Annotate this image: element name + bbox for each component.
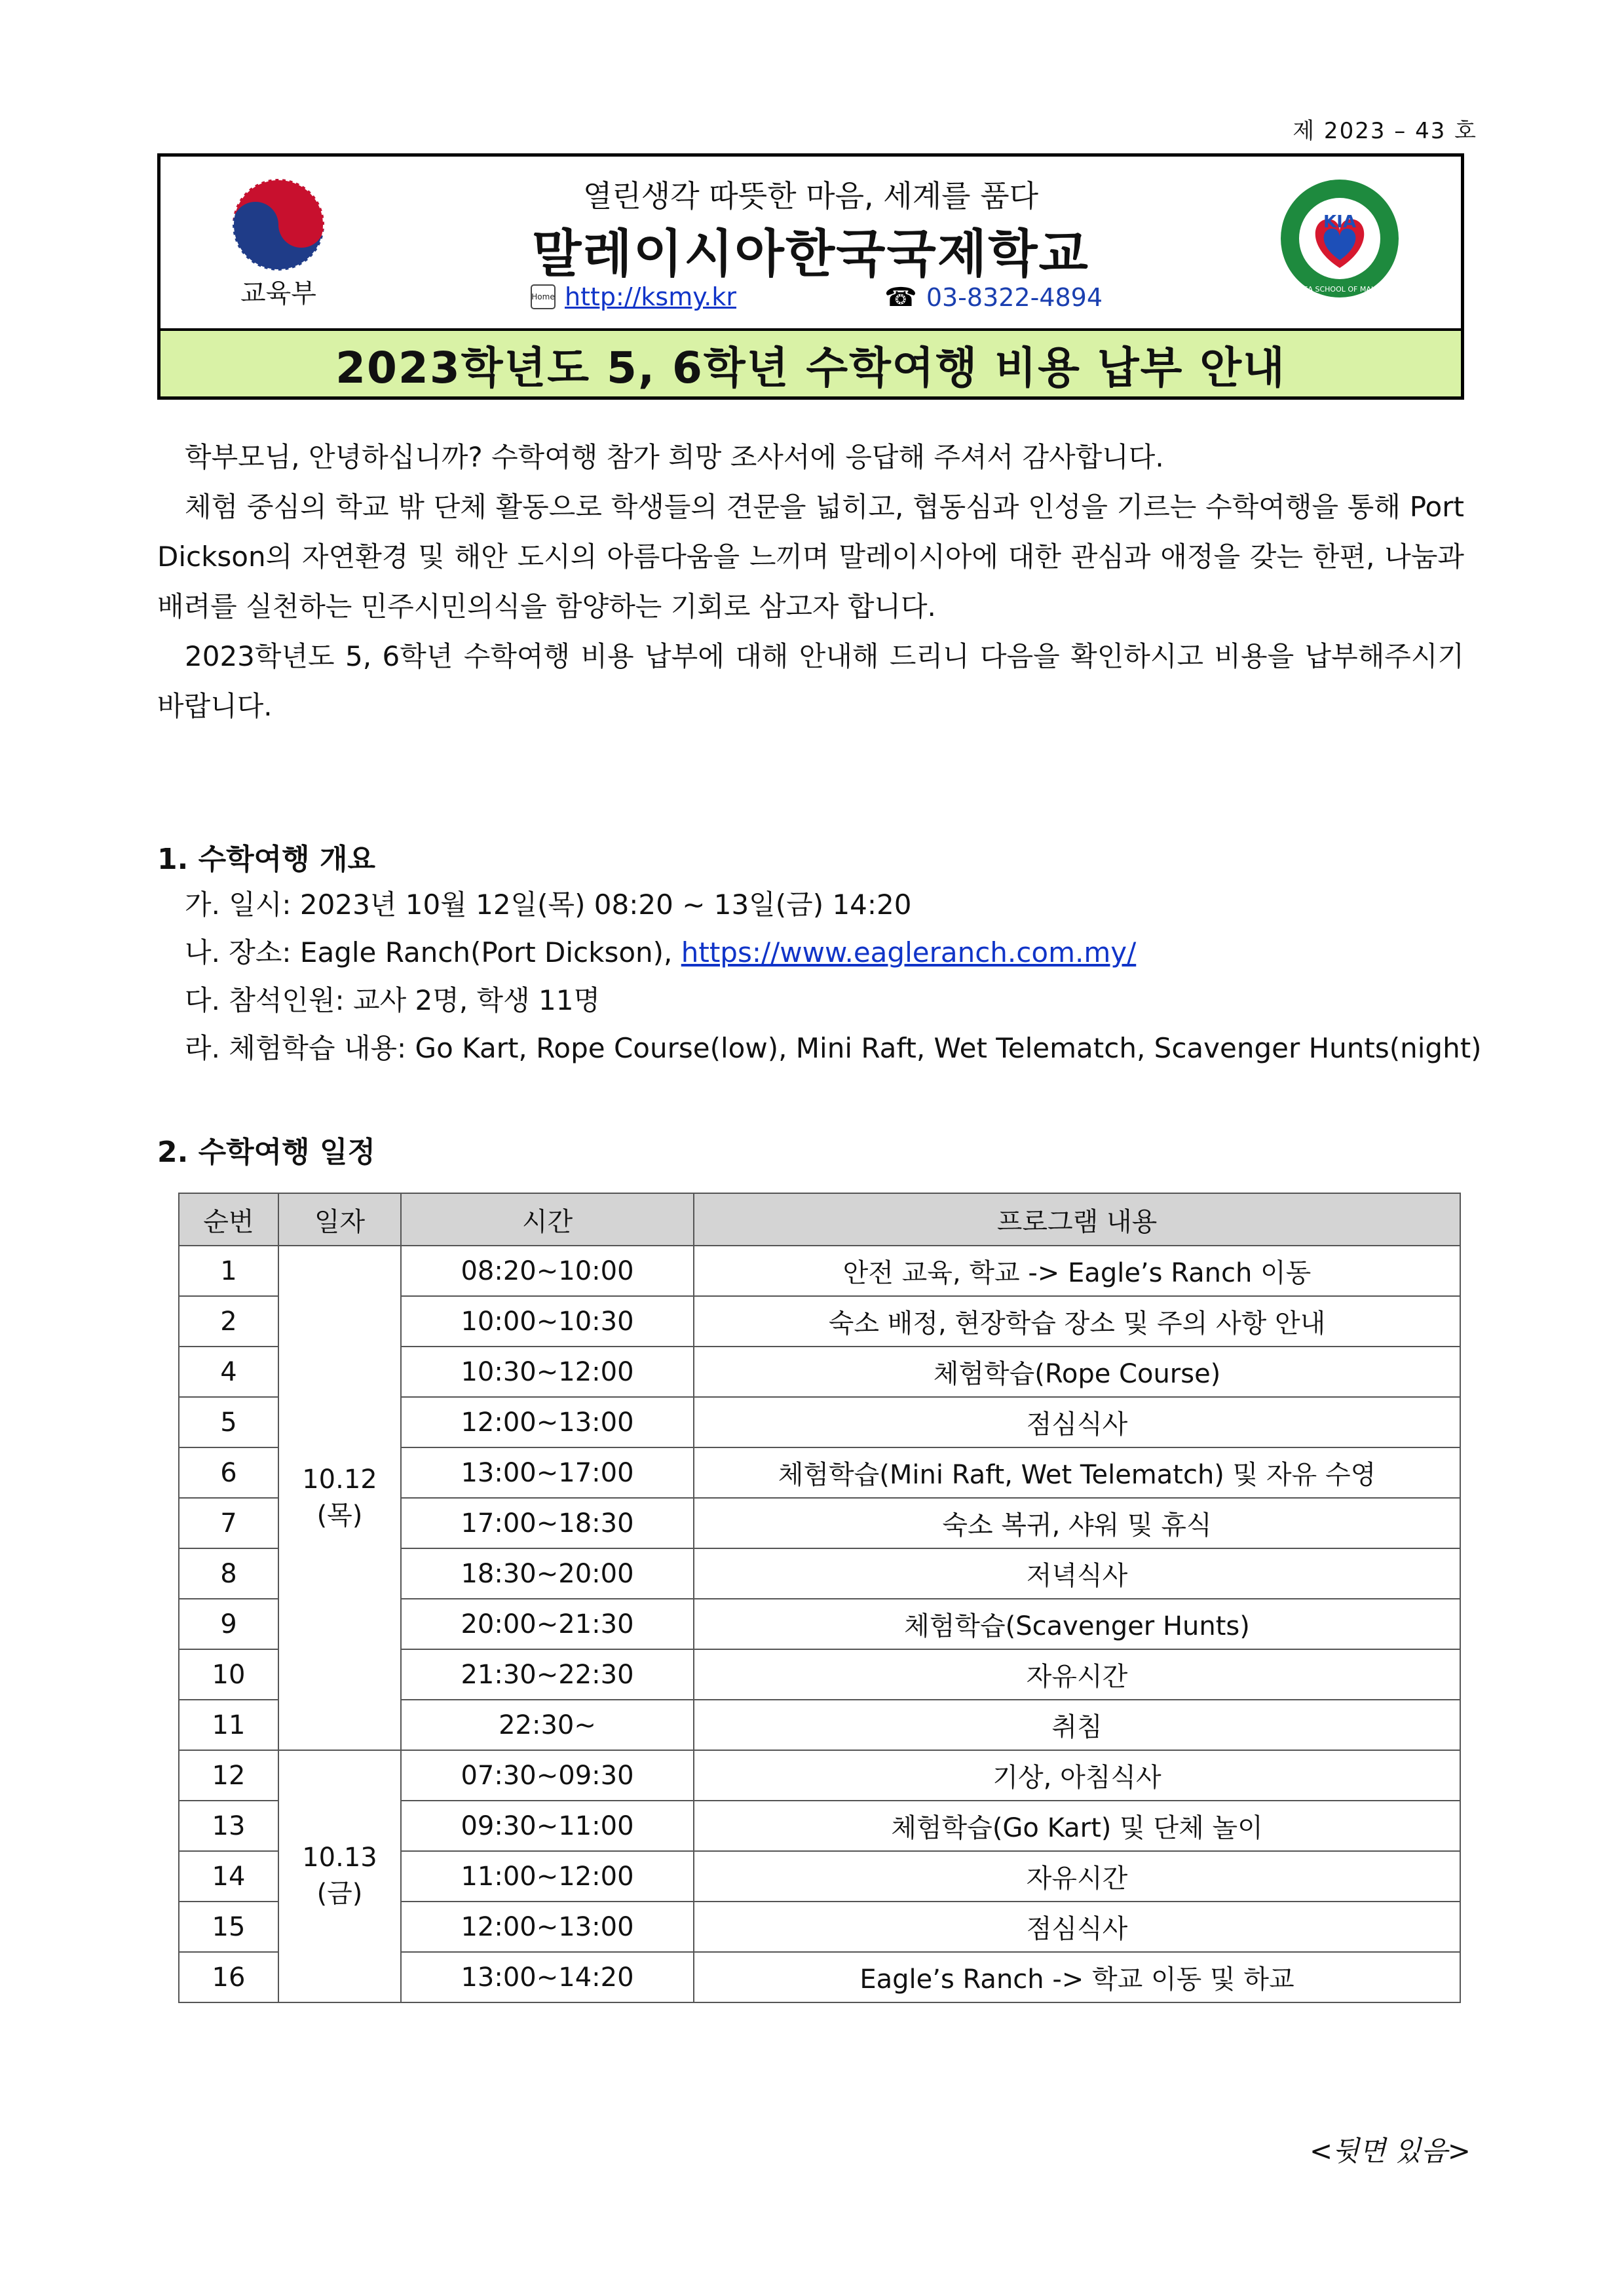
day-1-weekday: (목) xyxy=(316,1500,363,1531)
row-number: 1 xyxy=(179,1246,278,1296)
section-1-title: 1. 수학여행 개요 xyxy=(157,843,375,876)
row-number: 6 xyxy=(179,1447,278,1498)
row-program: 자유시간 xyxy=(694,1851,1460,1902)
row-time: 08:20~10:00 xyxy=(401,1246,694,1296)
phone-number: 03-8322-4894 xyxy=(926,283,1103,312)
row-time: 09:30~11:00 xyxy=(401,1801,694,1851)
overview-list xyxy=(185,881,1482,1072)
day-1-date xyxy=(278,1246,401,1750)
ministry-logo-text: 교육부 xyxy=(240,278,316,309)
row-time: 17:00~18:30 xyxy=(401,1498,694,1548)
website-link[interactable]: http://ksmy.kr xyxy=(565,282,737,311)
table-row xyxy=(179,1750,1460,1801)
overview-participants: 다. 참석인원: 교사 2명, 학생 11명 xyxy=(185,984,601,1016)
row-program: 기상, 아침식사 xyxy=(694,1750,1460,1801)
row-program: 체험학습(Go Kart) 및 단체 놀이 xyxy=(694,1801,1460,1851)
schedule-table xyxy=(178,1193,1461,2003)
letterhead-top xyxy=(161,157,1461,331)
row-number: 2 xyxy=(179,1296,278,1347)
row-program: 체험학습(Rope Course) xyxy=(694,1347,1460,1397)
notice-title: 2023학년도 5, 6학년 수학여행 비용 납부 안내 xyxy=(161,331,1461,396)
eagle-ranch-link[interactable]: https://www.eagleranch.com.my/ xyxy=(681,936,1137,968)
header-program: 프로그램 내용 xyxy=(694,1193,1460,1246)
overview-place-label: 나. 장소: Eagle Ranch(Port Dickson), xyxy=(185,936,681,968)
day-2-weekday: (금) xyxy=(316,1879,363,1909)
intro-paragraph-1: 학부모님, 안녕하십니까? 수학여행 참가 희망 조사서에 응답해 주셔서 감사합니다. xyxy=(185,441,1164,473)
row-time: 20:00~21:30 xyxy=(401,1599,694,1649)
row-number: 11 xyxy=(179,1700,278,1750)
header-number: 순번 xyxy=(179,1193,278,1246)
school-logo-text: KORSEA SCHOOL OF MALAYSIA xyxy=(1283,285,1396,294)
school-name: 말레이시아한국국제학교 xyxy=(532,225,1089,284)
section-2-title: 2. 수학여행 일정 xyxy=(157,1136,375,1169)
row-program: 취침 xyxy=(694,1700,1460,1750)
intro-text xyxy=(157,432,1464,731)
phone-icon: ☎ xyxy=(884,282,917,313)
home-icon: Home xyxy=(531,284,556,309)
continued-on-back-note: <뒷면 있음> xyxy=(1309,2135,1471,2167)
website-contact[interactable] xyxy=(531,282,736,311)
row-number: 8 xyxy=(179,1548,278,1599)
row-number: 16 xyxy=(179,1952,278,2002)
row-time: 12:00~13:00 xyxy=(401,1902,694,1952)
row-program: Eagle’s Ranch -> 학교 이동 및 하교 xyxy=(694,1952,1460,2002)
row-number: 14 xyxy=(179,1851,278,1902)
header-date: 일자 xyxy=(278,1193,401,1246)
row-time: 22:30~ xyxy=(401,1700,694,1750)
row-program: 체험학습(Mini Raft, Wet Telematch) 및 자유 수영 xyxy=(694,1447,1460,1498)
school-logo-inner-text: KIA xyxy=(1323,212,1356,232)
row-number: 7 xyxy=(179,1498,278,1548)
table-header-row xyxy=(179,1193,1460,1246)
phone-contact xyxy=(884,282,1103,313)
row-number: 5 xyxy=(179,1397,278,1447)
row-time: 21:30~22:30 xyxy=(401,1649,694,1700)
row-time: 13:00~17:00 xyxy=(401,1447,694,1498)
overview-place xyxy=(185,928,1482,976)
intro-paragraph-2: 체험 중심의 학교 밖 단체 활동으로 학생들의 견문을 넓히고, 협동심과 인성을 기르는 수학여행을 통해 Port Dickson의 자연환경 및 해안 도시의 아름다움을 느끼며 말레이시아에 대한 관심과 애정을 갖는 한편, 나눔과 배려를 실천하는 민주시민의식을 함양하는 기회로 삼고자 합니다. xyxy=(157,491,1464,622)
school-motto: 열린생각 따뜻한 마음, 세계를 품다 xyxy=(582,178,1039,214)
intro-paragraph-3: 2023학년도 5, 6학년 수학여행 비용 납부에 대해 안내해 드리니 다음을 확인하시고 비용을 납부해주시기 바랍니다. xyxy=(157,640,1464,722)
row-time: 10:00~10:30 xyxy=(401,1296,694,1347)
school-logo-icon xyxy=(1277,176,1402,301)
row-program: 점심식사 xyxy=(694,1902,1460,1952)
row-program: 점심식사 xyxy=(694,1397,1460,1447)
row-number: 10 xyxy=(179,1649,278,1700)
day-1-date-line: 10.12 xyxy=(302,1464,377,1495)
row-time: 12:00~13:00 xyxy=(401,1397,694,1447)
row-program: 체험학습(Scavenger Hunts) xyxy=(694,1599,1460,1649)
row-number: 15 xyxy=(179,1902,278,1952)
row-program: 자유시간 xyxy=(694,1649,1460,1700)
row-program: 숙소 복귀, 샤워 및 휴식 xyxy=(694,1498,1460,1548)
row-number: 9 xyxy=(179,1599,278,1649)
row-time: 13:00~14:20 xyxy=(401,1952,694,2002)
row-time: 07:30~09:30 xyxy=(401,1750,694,1801)
overview-activities: 라. 체험학습 내용: Go Kart, Rope Course(low), Mini Raft, Wet Telematch, Scavenger Hunts(night) xyxy=(185,1032,1482,1064)
row-program: 안전 교육, 학교 -> Eagle’s Ranch 이동 xyxy=(694,1246,1460,1296)
document-number: 제 2023 – 43 호 xyxy=(1293,118,1477,144)
row-program: 저녁식사 xyxy=(694,1548,1460,1599)
table-row xyxy=(179,1246,1460,1296)
row-time: 11:00~12:00 xyxy=(401,1851,694,1902)
row-time: 10:30~12:00 xyxy=(401,1347,694,1397)
day-2-date xyxy=(278,1750,401,2002)
row-number: 4 xyxy=(179,1347,278,1397)
header-time: 시간 xyxy=(401,1193,694,1246)
row-number: 13 xyxy=(179,1801,278,1851)
overview-date: 가. 일시: 2023년 10월 12일(목) 08:20 ~ 13일(금) 14:20 xyxy=(185,889,912,921)
row-number: 12 xyxy=(179,1750,278,1801)
row-program: 숙소 배정, 현장학습 장소 및 주의 사항 안내 xyxy=(694,1296,1460,1347)
day-2-date-line: 10.13 xyxy=(302,1843,377,1873)
row-time: 18:30~20:00 xyxy=(401,1548,694,1599)
letterhead xyxy=(157,153,1464,400)
